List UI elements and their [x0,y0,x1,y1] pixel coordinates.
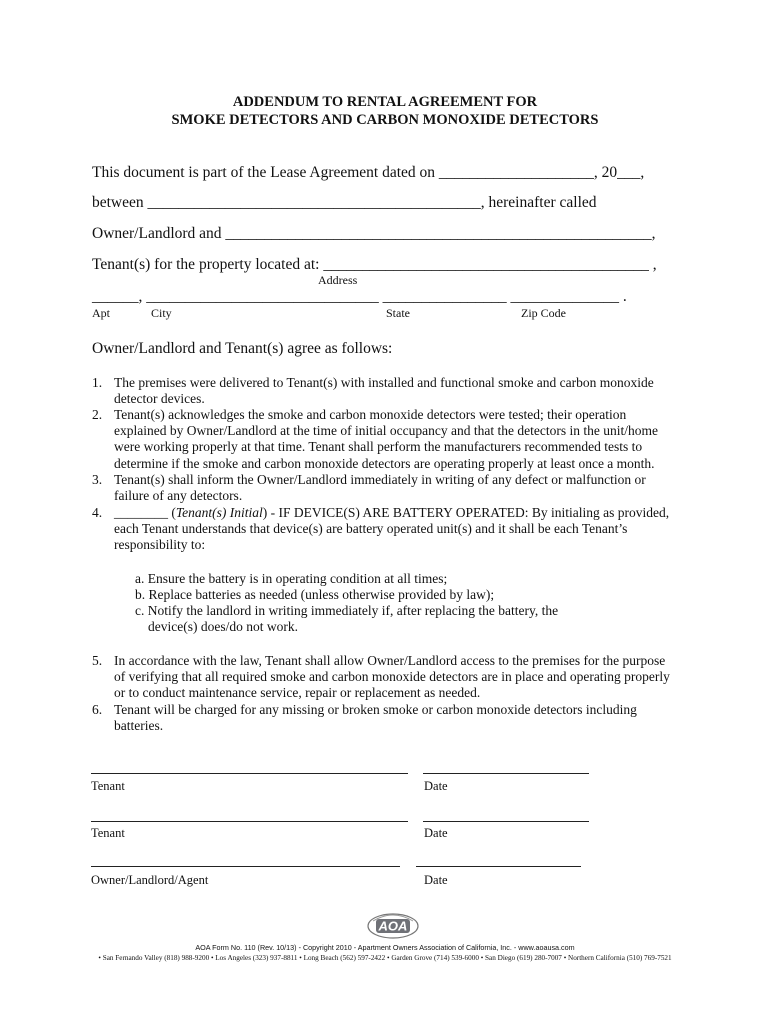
initial-blank: ________ ( [114,505,176,520]
state-label: State [386,306,410,320]
date-1-label: Date [424,779,448,793]
date-2-label: Date [424,826,448,840]
clause-2-number: 2. [92,407,103,422]
clause-1-number: 1. [92,375,103,390]
lease-date-line: This document is part of the Lease Agreement dated on ____________________, 20___, [92,164,645,181]
tenant-1-signature-line[interactable] [91,773,408,774]
between-line: between ___________________________________________, hereinafter called [92,194,597,211]
address-blanks-line: ______, ______________________________ ________________ ______________ . [92,288,627,305]
clause-6-number: 6. [92,702,103,717]
apt-label: Apt [92,306,110,320]
date-2-line[interactable] [423,821,589,822]
clause-2-text: Tenant(s) acknowledges the smoke and carbon monoxide detectors were tested; their operation explained by Owner/Landlord at the time of initial occupancy and that the detectors in the unit/home were working properly at that time. Tenant shall perform the manufacturers recommended tests to determine if the smoke and carbon monoxide detectors are operating properly at least once a month. [114,407,658,471]
agent-signature-line[interactable] [91,866,400,867]
document-title-line-1: ADDENDUM TO RENTAL AGREEMENT FOR [232,94,538,110]
owner-landlord-line: Owner/Landlord and _______________________________________________________, [92,225,656,242]
tenant-property-line: Tenant(s) for the property located at: __________________________________________ , [92,256,657,273]
clause-5-number: 5. [92,653,103,668]
clause-4-body: ) - IF DEVICE(S) ARE BATTERY OPERATED: By initialing as provided, each Tenant understands that device(s) are battery operated unit(s) and it shall be each Tenant’s responsibility to: [114,505,670,553]
tenant-1-label: Tenant [91,779,125,793]
clause-6-text: Tenant will be charged for any missing or broken smoke or carbon monoxide detectors including batteries. [114,702,637,734]
date-3-line[interactable] [416,866,581,867]
clause-3-text: Tenant(s) shall inform the Owner/Landlord immediately in writing of any defect or malfunction or failure of any detectors. [114,472,646,504]
clause-4-number: 4. [92,505,103,520]
sub-item-c-line-2: device(s) does/do not work. [148,619,298,634]
aoa-logo [367,911,419,939]
city-label: City [151,306,172,320]
date-3-label: Date [424,873,448,887]
footer-offices: • San Fernando Valley (818) 988-9200 • Los Angeles (323) 937-8811 • Long Beach (562) 597-2422 • Garden Grove (714) 539-6000 • San Diego (619) 280-7007 • Northern California (510) 769-7521 [98,954,672,962]
sub-item-b: b. Replace batteries as needed (unless otherwise provided by law); [135,587,495,602]
clause-3-number: 3. [92,472,103,487]
sub-item-a: a. Ensure the battery is in operating condition at all times; [135,571,448,586]
address-label: Address [318,273,358,287]
tenant-2-label: Tenant [91,826,125,840]
zip-code-label: Zip Code [521,306,566,320]
clause-4-text [114,505,674,554]
agree-heading: Owner/Landlord and Tenant(s) agree as follows: [92,340,393,357]
logo-text: AOA [378,918,408,934]
footer-copyright: AOA Form No. 110 (Rev. 10/13) - Copyright 2010 - Apartment Owners Association of California, Inc. - www.aoausa.com [195,943,575,952]
date-1-line[interactable] [423,773,589,774]
owner-landlord-agent-label: Owner/Landlord/Agent [91,873,209,887]
tenant-initial-label: Tenant(s) Initial [175,505,263,520]
clause-1-text: The premises were delivered to Tenant(s) with installed and functional smoke and carbon monoxide detector devices. [114,375,654,407]
tenant-2-signature-line[interactable] [91,821,408,822]
sub-item-c-line-1: c. Notify the landlord in writing immediately if, after replacing the battery, the [135,603,559,618]
clause-5-text: In accordance with the law, Tenant shall allow Owner/Landlord access to the premises for the purpose of verifying that all required smoke and carbon monoxide detectors are in place and operating properly or to conduct maintenance service, repair or replacement as needed. [114,653,670,701]
document-title-line-2: SMOKE DETECTORS AND CARBON MONOXIDE DETECTORS [171,112,599,128]
